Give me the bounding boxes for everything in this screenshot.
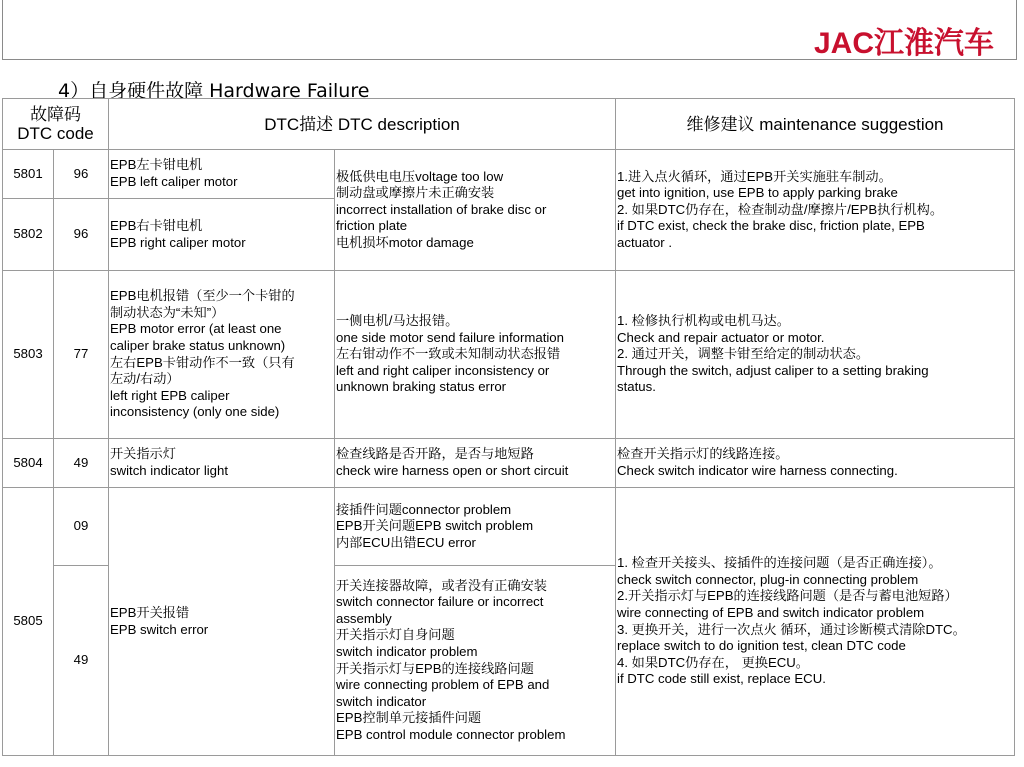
suggestion-line: 2. 通过开关，调整卡钳至给定的制动状态。 bbox=[617, 346, 870, 362]
suggestion-line: if DTC exist, check the brake disc, friction plate, EPB bbox=[617, 218, 925, 234]
description-line: switch connector failure or incorrect bbox=[336, 594, 544, 610]
description-cell bbox=[335, 488, 616, 566]
suggestion-line: Check and repair actuator or motor. bbox=[617, 329, 825, 345]
table-header-row bbox=[3, 99, 1015, 150]
suggestion-line: 1.进入点火循环，通过EPB开关实施驻车制动。 bbox=[617, 168, 892, 184]
description-line: EPB控制单元接插件问题 bbox=[336, 710, 482, 726]
suggestion-line: 4. 如果DTC仍存在， 更换ECU。 bbox=[617, 654, 809, 670]
component-line: left right EPB caliper bbox=[110, 387, 230, 403]
dtc-sub-code: 96 bbox=[54, 150, 109, 199]
component-cell bbox=[109, 488, 335, 756]
suggestion-cell bbox=[616, 271, 1015, 439]
component-line: EPB开关报错 bbox=[110, 604, 190, 620]
description-line: 制动盘或摩擦片未正确安装 bbox=[336, 185, 495, 201]
component-line: caliper brake status unknown) bbox=[110, 337, 286, 353]
component-line: 制动状态为“未知”） bbox=[110, 304, 225, 320]
description-line: 检查线路是否开路，是否与地短路 bbox=[336, 446, 534, 462]
suggestion-line: 2. 如果DTC仍存在，检查制动盘/摩擦片/EPB执行机构。 bbox=[617, 201, 944, 217]
description-line: EPB control module connector problem bbox=[336, 726, 566, 742]
table-row bbox=[3, 150, 1015, 199]
suggestion-line: 检查开关指示灯的线路连接。 bbox=[617, 446, 789, 462]
description-line: assembly bbox=[336, 610, 392, 626]
dtc-sub-code: 96 bbox=[54, 199, 109, 271]
suggestion-line: Through the switch, adjust caliper to a setting braking bbox=[617, 362, 929, 378]
description-line: incorrect installation of brake disc or bbox=[336, 201, 547, 217]
description-line: one side motor send failure information bbox=[336, 329, 564, 345]
suggestion-line: 2.开关指示灯与EPB的连接线路问题（是否与蓄电池短路） bbox=[617, 588, 958, 604]
suggestion-line: 1. 检查开关接头、接插件的连接问题（是否正确连接）。 bbox=[617, 555, 942, 571]
description-line: 内部ECU出错ECU error bbox=[336, 534, 476, 550]
suggestion-line: replace switch to do ignition test, clean DTC code bbox=[617, 638, 906, 654]
suggestion-cell bbox=[616, 150, 1015, 271]
dtc-table bbox=[2, 98, 1015, 756]
suggestion-line: get into ignition, use EPB to apply parking brake bbox=[617, 185, 898, 201]
description-line: 开关连接器故障，或者没有正确安装 bbox=[336, 577, 547, 593]
component-line: switch indicator light bbox=[110, 463, 229, 478]
suggestion-line: actuator . bbox=[617, 234, 672, 250]
header-code-en: DTC code bbox=[17, 124, 94, 143]
dtc-code: 5804 bbox=[3, 439, 54, 488]
dtc-sub-code: 49 bbox=[54, 566, 109, 756]
header-code-cn: 故障码 bbox=[30, 105, 81, 124]
description-line: 极低供电电压voltage too low bbox=[336, 168, 504, 184]
description-cell bbox=[335, 150, 616, 271]
dtc-code: 5803 bbox=[3, 271, 54, 439]
component-line: EPB左卡钳电机 bbox=[110, 157, 203, 173]
component-line: EPB left caliper motor bbox=[110, 174, 238, 189]
jac-logo: JAC江淮汽车 bbox=[813, 27, 994, 60]
component-line: 左动/右动） bbox=[110, 371, 180, 387]
description-line: left and right caliper inconsistency or bbox=[336, 362, 550, 378]
component-line: inconsistency (only one side) bbox=[110, 404, 280, 420]
dtc-sub-code: 77 bbox=[54, 271, 109, 439]
component-line: EPB右卡钳电机 bbox=[110, 217, 203, 233]
description-line: 开关指示灯与EPB的连接线路问题 bbox=[336, 660, 534, 676]
component-line: EPB right caliper motor bbox=[110, 234, 246, 250]
component-line: 左右EPB卡钳动作不一致（只有 bbox=[110, 354, 295, 370]
suggestion-cell bbox=[616, 439, 1015, 488]
section-title: 4）自身硬件故障 Hardware Failure bbox=[58, 80, 370, 102]
description-line: 一侧电机/马达报错。 bbox=[336, 313, 459, 329]
description-line: switch indicator problem bbox=[336, 643, 478, 659]
component-cell bbox=[109, 439, 335, 488]
component-line: 开关指示灯 bbox=[110, 446, 176, 462]
table-row bbox=[3, 271, 1015, 439]
description-line: 电机损坏motor damage bbox=[336, 234, 474, 250]
description-cell bbox=[335, 566, 616, 756]
table-row bbox=[3, 439, 1015, 488]
description-line: switch indicator bbox=[336, 693, 427, 709]
suggestion-line: 1. 检修执行机构或电机马达。 bbox=[617, 313, 790, 329]
description-line: unknown braking status error bbox=[336, 379, 507, 395]
suggestion-line: 3. 更换开关，进行一次点火 循环，通过诊断模式清除DTC。 bbox=[617, 621, 966, 637]
component-line: EPB switch error bbox=[110, 621, 209, 637]
header-suggestion: 维修建议 maintenance suggestion bbox=[616, 99, 1015, 150]
dtc-sub-code: 49 bbox=[54, 439, 109, 488]
suggestion-line: check switch connector, plug-in connecting problem bbox=[617, 571, 919, 587]
suggestion-line: status. bbox=[617, 379, 656, 395]
description-line: EPB开关问题EPB switch problem bbox=[336, 518, 534, 534]
dtc-code: 5802 bbox=[3, 199, 54, 271]
description-line: 接插件问题connector problem bbox=[336, 501, 512, 517]
description-line: check wire harness open or short circuit bbox=[336, 463, 569, 478]
dtc-code: 5805 bbox=[3, 488, 54, 756]
table-row bbox=[3, 488, 1015, 566]
description-line: friction plate bbox=[336, 218, 408, 234]
component-line: EPB电机报错（至少一个卡钳的 bbox=[110, 288, 295, 304]
description-line: 开关指示灯自身问题 bbox=[336, 627, 455, 643]
suggestion-line: Check switch indicator wire harness connecting. bbox=[617, 463, 898, 478]
component-cell bbox=[109, 199, 335, 271]
description-cell bbox=[335, 271, 616, 439]
description-line: 左右钳动作不一致或未知制动状态报错 bbox=[336, 346, 561, 362]
description-line: wire connecting problem of EPB and bbox=[336, 677, 550, 693]
dtc-sub-code: 09 bbox=[54, 488, 109, 566]
suggestion-cell bbox=[616, 488, 1015, 756]
suggestion-line: wire connecting of EPB and switch indicator problem bbox=[617, 604, 925, 620]
dtc-code: 5801 bbox=[3, 150, 54, 199]
component-cell bbox=[109, 271, 335, 439]
component-cell bbox=[109, 150, 335, 199]
header-description: DTC描述 DTC description bbox=[109, 99, 616, 150]
description-cell bbox=[335, 439, 616, 488]
component-line: EPB motor error (at least one bbox=[110, 321, 282, 337]
suggestion-line: if DTC code still exist, replace ECU. bbox=[617, 671, 826, 687]
header-dtc-code bbox=[3, 99, 109, 150]
